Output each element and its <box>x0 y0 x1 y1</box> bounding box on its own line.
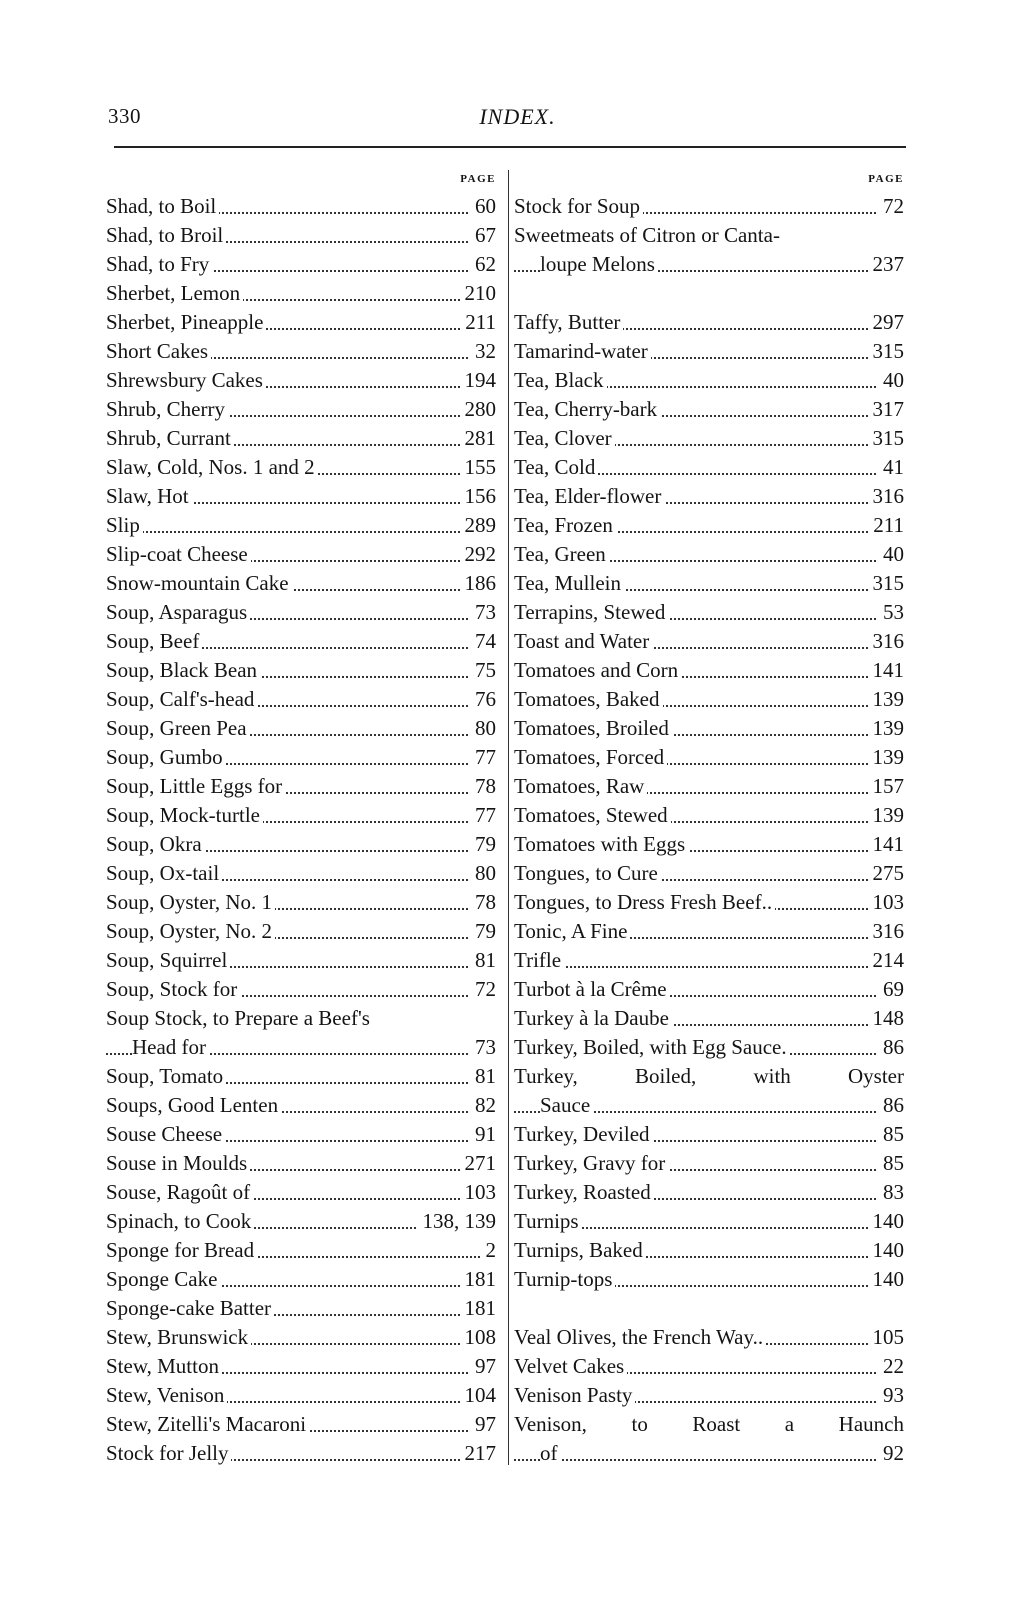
index-entry <box>514 250 904 279</box>
entry-name: Tomatoes, Raw <box>514 774 647 798</box>
entry-name: Toast and Water <box>514 629 652 653</box>
index-entry <box>514 1004 904 1033</box>
entry-name: Soup, Beef <box>106 629 202 653</box>
index-entry <box>106 1149 496 1178</box>
index-entry <box>106 656 496 685</box>
index-entry <box>514 1323 904 1352</box>
entry-page-number: 80 <box>470 859 496 888</box>
entry-name: Tomatoes, Broiled <box>514 716 672 740</box>
entry-page-number: 280 <box>460 395 497 424</box>
index-entry <box>514 714 904 743</box>
index-entry <box>514 946 904 975</box>
entry-page-number: 108 <box>460 1323 497 1352</box>
index-entry <box>106 1265 496 1294</box>
entry-name: Soup, Tomato <box>106 1064 226 1088</box>
entry-name: Soup, Asparagus <box>106 600 250 624</box>
entry-name: Turnip-tops <box>514 1267 615 1291</box>
index-entry <box>106 888 496 917</box>
index-entry <box>514 482 904 511</box>
entry-name: Soup, Stock for <box>106 977 240 1001</box>
index-entry <box>514 1265 904 1294</box>
entry-name: Shrewsbury Cakes <box>106 368 266 392</box>
entry-name: Soup, Black Bean <box>106 658 260 682</box>
entry-name: Stew, Mutton <box>106 1354 222 1378</box>
index-entry <box>514 1439 904 1468</box>
entry-page-number: 140 <box>868 1207 905 1236</box>
entry-name: Tea, Frozen <box>514 513 616 537</box>
index-column-left <box>106 166 496 1468</box>
entry-page-number: 292 <box>460 540 497 569</box>
index-entry <box>514 743 904 772</box>
index-entry <box>514 1033 904 1062</box>
entry-page-number: 157 <box>868 772 905 801</box>
entry-name: Sherbet, Lemon <box>106 281 243 305</box>
index-entry <box>106 801 496 830</box>
index-entry <box>514 395 904 424</box>
entry-name: Sweetmeats of Citron or Canta- <box>514 223 783 247</box>
index-entry <box>106 743 496 772</box>
entry-page-number: 41 <box>878 453 904 482</box>
entry-name: Tomatoes and Corn <box>514 658 681 682</box>
entry-page-number: 77 <box>470 743 496 772</box>
entry-name: Tea, Black <box>514 368 607 392</box>
entry-page-number: 73 <box>470 1033 496 1062</box>
index-entry <box>514 1091 904 1120</box>
index-entry <box>514 192 904 221</box>
entry-page-number: 104 <box>460 1381 497 1410</box>
entry-name: Soup, Oyster, No. 2 <box>106 919 275 943</box>
entry-page-number: 85 <box>878 1120 904 1149</box>
index-entry <box>106 337 496 366</box>
index-entry <box>514 511 904 540</box>
index-entry <box>514 1120 904 1149</box>
index-entry <box>106 1062 496 1091</box>
entry-page-number: 194 <box>460 366 497 395</box>
entry-name: Soup, Little Eggs for <box>106 774 285 798</box>
entry-name: Stew, Zitelli's Macaroni <box>106 1412 309 1436</box>
index-entry <box>514 366 904 395</box>
entry-page-number: 77 <box>470 801 496 830</box>
entry-name: Slaw, Cold, Nos. 1 and 2 <box>106 455 318 479</box>
entry-name: Tonic, A Fine <box>514 919 630 943</box>
entry-name: Sponge Cake <box>106 1267 220 1291</box>
entry-name: Turnips <box>514 1209 582 1233</box>
entry-page-number: 181 <box>460 1265 497 1294</box>
index-column-right <box>514 166 904 1468</box>
index-entry <box>514 540 904 569</box>
entry-name: Soup, Gumbo <box>106 745 226 769</box>
entry-name: Turnips, Baked <box>514 1238 646 1262</box>
index-entry <box>106 1236 496 1265</box>
entry-name: Trifle <box>514 948 564 972</box>
entry-page-number: 79 <box>470 917 496 946</box>
entry-page-number: 139 <box>868 685 905 714</box>
entry-name: Sponge-cake Batter <box>106 1296 274 1320</box>
index-entry <box>514 627 904 656</box>
index-entries <box>514 192 904 1468</box>
index-entry <box>514 1410 904 1439</box>
entry-name: Taffy, Butter <box>514 310 623 334</box>
entry-name: Turkey, Deviled <box>514 1122 653 1146</box>
entry-name: Soup Stock, to Prepare a Beef's <box>106 1006 373 1030</box>
index-entry <box>106 627 496 656</box>
index-entry <box>106 395 496 424</box>
entry-name: loupe Melons <box>540 252 658 276</box>
index-entries <box>106 192 496 1468</box>
entry-name: Stew, Brunswick <box>106 1325 251 1349</box>
entry-page-number: 271 <box>460 1149 497 1178</box>
entry-page-number: 289 <box>460 511 497 540</box>
entry-page-number: 80 <box>470 714 496 743</box>
entry-name: Turkey, Roasted <box>514 1180 654 1204</box>
entry-page-number: 81 <box>470 946 496 975</box>
entry-name: Tomatoes, Forced <box>514 745 667 769</box>
entry-page-number: 62 <box>470 250 496 279</box>
entry-name: Slaw, Hot <box>106 484 192 508</box>
index-entry <box>106 830 496 859</box>
index-entry <box>514 337 904 366</box>
entry-page-number: 156 <box>460 482 497 511</box>
index-entry <box>106 453 496 482</box>
entry-name: Sauce <box>540 1093 593 1117</box>
index-entry <box>106 598 496 627</box>
entry-page-number: 315 <box>868 337 905 366</box>
entry-name: Tea, Cold <box>514 455 598 479</box>
entry-page-number: 139 <box>868 801 905 830</box>
entry-page-number: 69 <box>878 975 904 1004</box>
index-entry <box>514 801 904 830</box>
entry-name: Turbot à la Crême <box>514 977 670 1001</box>
entry-name: Shad, to Fry <box>106 252 212 276</box>
index-entry <box>106 482 496 511</box>
entry-page-number: 92 <box>878 1439 904 1468</box>
entry-page-number: 53 <box>878 598 904 627</box>
entry-name: Turkey, Boiled, with Egg Sauce. <box>514 1035 790 1059</box>
entry-name: Soup, Squirrel <box>106 948 230 972</box>
index-entry <box>514 1352 904 1381</box>
entry-name: Stock for Soup <box>514 194 643 218</box>
entry-page-number: 103 <box>868 888 905 917</box>
entry-name: Soup, Okra <box>106 832 205 856</box>
index-entry <box>514 656 904 685</box>
entry-name: Tea, Green <box>514 542 609 566</box>
entry-name: of <box>540 1441 561 1465</box>
entry-page-number: 316 <box>868 627 905 656</box>
index-entry <box>106 192 496 221</box>
entry-page-number: 139 <box>868 743 905 772</box>
index-entry <box>106 1004 496 1033</box>
entry-page-number: 72 <box>470 975 496 1004</box>
entry-name: Soup, Ox-tail <box>106 861 222 885</box>
header-rule <box>114 146 906 148</box>
entry-page-number: 93 <box>878 1381 904 1410</box>
entry-page-number: 73 <box>470 598 496 627</box>
index-entry <box>106 1410 496 1439</box>
entry-page-number: 139 <box>868 714 905 743</box>
entry-page-number: 67 <box>470 221 496 250</box>
page-column-label: PAGE <box>460 173 496 185</box>
entry-name: Velvet Cakes <box>514 1354 627 1378</box>
index-entry <box>106 1294 496 1323</box>
index-entry <box>514 424 904 453</box>
entry-page-number: 140 <box>868 1236 905 1265</box>
entry-page-number: 78 <box>470 772 496 801</box>
index-entry <box>514 772 904 801</box>
section-gap <box>514 1294 904 1323</box>
entry-page-number: 275 <box>868 859 905 888</box>
index-entry <box>514 1062 904 1091</box>
entry-page-number: 72 <box>878 192 904 221</box>
entry-page-number: 97 <box>470 1410 496 1439</box>
entry-name: Slip <box>106 513 143 537</box>
entry-name: Tomatoes with Eggs <box>514 832 688 856</box>
entry-name: Soups, Good Lenten <box>106 1093 281 1117</box>
entry-name: Short Cakes <box>106 339 211 363</box>
index-entry <box>106 279 496 308</box>
index-entry <box>514 1207 904 1236</box>
index-entry <box>514 1178 904 1207</box>
entry-name: Veal Olives, the French Way.. <box>514 1325 766 1349</box>
index-entry <box>106 1323 496 1352</box>
entry-page-number: 86 <box>878 1033 904 1062</box>
entry-page-number: 138, 139 <box>418 1207 497 1236</box>
index-entry <box>514 308 904 337</box>
index-entry <box>106 1033 496 1062</box>
entry-page-number: 316 <box>868 482 905 511</box>
index-entry <box>514 859 904 888</box>
running-title: INDEX. <box>479 104 556 129</box>
entry-page-number: 211 <box>460 308 496 337</box>
entry-page-number: 315 <box>868 569 905 598</box>
index-entry <box>514 917 904 946</box>
entry-page-number: 76 <box>470 685 496 714</box>
entry-page-number: 85 <box>878 1149 904 1178</box>
entry-name: Turkey, Boiled, with Oyster <box>514 1062 904 1091</box>
entry-page-number: 211 <box>868 511 904 540</box>
entry-page-number: 214 <box>868 946 905 975</box>
entry-page-number: 97 <box>470 1352 496 1381</box>
page-number: 330 <box>108 104 141 128</box>
entry-page-number: 141 <box>868 830 905 859</box>
index-entry <box>514 888 904 917</box>
index-entry <box>106 917 496 946</box>
column-divider <box>508 170 509 1465</box>
index-entry <box>106 1439 496 1468</box>
entry-name: Souse, Ragoût of <box>106 1180 253 1204</box>
index-entry <box>514 569 904 598</box>
index-entry <box>514 975 904 1004</box>
index-entry <box>106 366 496 395</box>
index-entry <box>106 511 496 540</box>
index-entry <box>106 540 496 569</box>
index-entry <box>106 424 496 453</box>
index-entry <box>106 569 496 598</box>
index-entry <box>514 598 904 627</box>
entry-page-number: 86 <box>878 1091 904 1120</box>
entry-page-number: 82 <box>470 1091 496 1120</box>
section-gap <box>514 279 904 308</box>
entry-page-number: 83 <box>878 1178 904 1207</box>
entry-name: Shad, to Boil <box>106 194 219 218</box>
entry-name: Soup, Oyster, No. 1 <box>106 890 275 914</box>
entry-name: Souse Cheese <box>106 1122 225 1146</box>
index-entry <box>514 830 904 859</box>
entry-name: Spinach, to Cook <box>106 1209 254 1233</box>
entry-name: Shrub, Currant <box>106 426 234 450</box>
entry-page-number: 60 <box>470 192 496 221</box>
index-entry <box>514 453 904 482</box>
entry-page-number: 79 <box>470 830 496 859</box>
index-entry <box>106 859 496 888</box>
entry-name: Shrub, Cherry <box>106 397 228 421</box>
index-entry <box>106 1352 496 1381</box>
index-entry <box>106 1120 496 1149</box>
entry-name: Tea, Clover <box>514 426 615 450</box>
entry-page-number: 105 <box>868 1323 905 1352</box>
entry-page-number: 40 <box>878 366 904 395</box>
entry-name: Tongues, to Dress Fresh Beef.. <box>514 890 775 914</box>
page-column-label: PAGE <box>868 173 904 185</box>
entry-name: Soup, Green Pea <box>106 716 250 740</box>
index-entry <box>106 308 496 337</box>
entry-name: Shad, to Broil <box>106 223 226 247</box>
entry-page-number: 32 <box>470 337 496 366</box>
entry-name: Sherbet, Pineapple <box>106 310 266 334</box>
entry-name: Souse in Moulds <box>106 1151 250 1175</box>
index-entry <box>106 772 496 801</box>
entry-name: Tomatoes, Baked <box>514 687 663 711</box>
index-entry <box>514 685 904 714</box>
entry-name: Turkey à la Daube <box>514 1006 672 1030</box>
entry-page-number: 81 <box>470 1062 496 1091</box>
entry-name: Tamarind-water <box>514 339 651 363</box>
index-entry <box>106 1207 496 1236</box>
entry-name: Tea, Mullein <box>514 571 624 595</box>
entry-page-number: 75 <box>470 656 496 685</box>
index-entry <box>514 221 904 250</box>
entry-name: Tea, Elder-flower <box>514 484 664 508</box>
entry-page-number: 140 <box>868 1265 905 1294</box>
index-entry <box>514 1149 904 1178</box>
entry-page-number: 181 <box>460 1294 497 1323</box>
entry-page-number: 316 <box>868 917 905 946</box>
entry-page-number: 22 <box>878 1352 904 1381</box>
entry-name: Sponge for Bread <box>106 1238 257 1262</box>
entry-page-number: 317 <box>868 395 905 424</box>
entry-page-number: 315 <box>868 424 905 453</box>
entry-page-number: 141 <box>868 656 905 685</box>
entry-name: Tea, Cherry-bark <box>514 397 660 421</box>
entry-page-number: 186 <box>460 569 497 598</box>
index-entry <box>106 250 496 279</box>
entry-name: Stew, Venison <box>106 1383 227 1407</box>
entry-page-number: 40 <box>878 540 904 569</box>
entry-name: Stock for Jelly <box>106 1441 231 1465</box>
entry-name: Snow-mountain Cake <box>106 571 292 595</box>
entry-name: Tongues, to Cure <box>514 861 661 885</box>
entry-page-number: 74 <box>470 627 496 656</box>
entry-name: Venison, to Roast a Haunch <box>514 1410 904 1439</box>
index-entry <box>106 1091 496 1120</box>
entry-name: Slip-coat Cheese <box>106 542 251 566</box>
index-entry <box>106 1178 496 1207</box>
entry-name: Venison Pasty <box>514 1383 635 1407</box>
index-entry <box>106 975 496 1004</box>
entry-name: Head for <box>132 1035 209 1059</box>
entry-name: Soup, Calf's-head <box>106 687 257 711</box>
entry-page-number: 91 <box>470 1120 496 1149</box>
entry-page-number: 103 <box>460 1178 497 1207</box>
index-entry <box>106 946 496 975</box>
entry-page-number: 281 <box>460 424 497 453</box>
entry-page-number: 217 <box>460 1439 497 1468</box>
entry-page-number: 210 <box>460 279 497 308</box>
index-entry <box>514 1381 904 1410</box>
entry-page-number: 78 <box>470 888 496 917</box>
entry-page-number: 297 <box>868 308 905 337</box>
entry-page-number: 237 <box>868 250 905 279</box>
entry-name: Terrapins, Stewed <box>514 600 668 624</box>
entry-page-number: 2 <box>481 1236 497 1265</box>
entry-page-number: 148 <box>868 1004 905 1033</box>
index-entry <box>106 1381 496 1410</box>
entry-name: Turkey, Gravy for <box>514 1151 668 1175</box>
index-entry <box>514 1236 904 1265</box>
entry-name: Tomatoes, Stewed <box>514 803 671 827</box>
index-entry <box>106 685 496 714</box>
entry-name: Soup, Mock-turtle <box>106 803 263 827</box>
entry-page-number: 155 <box>460 453 497 482</box>
index-entry <box>106 714 496 743</box>
index-entry <box>106 221 496 250</box>
